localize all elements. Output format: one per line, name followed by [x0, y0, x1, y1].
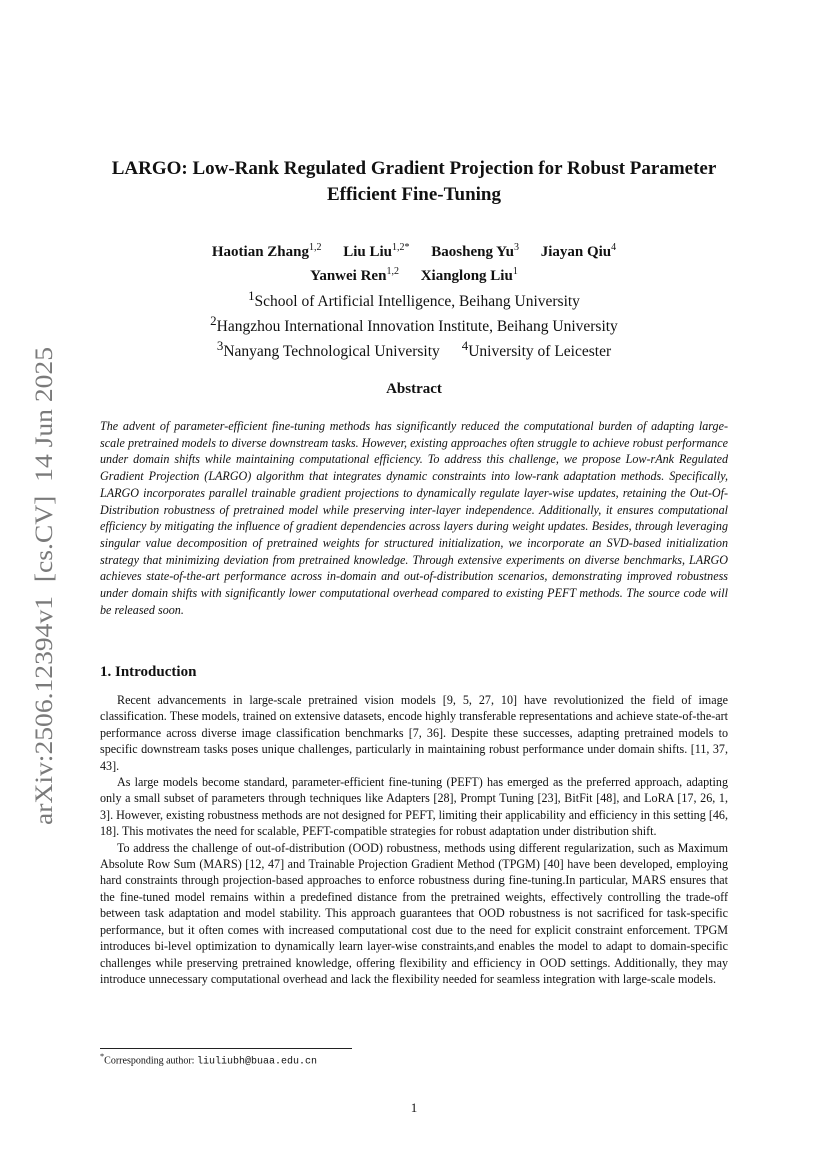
footnote-email: liuliubh@buaa.edu.cn [196, 1056, 317, 1068]
abstract-text: The advent of parameter-efficient fine-tuning methods has significantly reduced the computational burden of adapting large-scale pretrained models to diverse downstream tasks. However, existing approaches often struggle to achieve robust performance under domain shifts while maintaining computational efficiency. To address this challenge, we propose Low-rAnk Regulated Gradient Projection (LARGO) algorithm that integrates dynamic constraints into low-rank adaptation methods. Specifically, LARGO incorporates parallel trainable gradient projections to dynamically regulate layer-wise updates, retaining the Out-Of-Distribution robustness of pretrained model while preserving inter-layer independence. Additionally, it ensures computational efficiency by mitigating the influence of gradient dependencies across layers during weight updates. Besides, through leveraging singular value decomposition of pretrained weights for structured initialization, we incorporate an SVD-based initialization strategy that minimizing deviation from pretrained knowledge. Through extensive experiments on diverse benchmarks, LARGO achieves state-of-the-art performance across in-domain and out-of-distribution scenarios, demonstrating improved robustness under domain shifts with significantly lower computational overhead compared to existing PEFT methods. The source code will be released soon. [100, 419, 728, 617]
introduction-body [100, 692, 728, 987]
paper-title [90, 156, 738, 208]
author: Yanwei Ren$^{1,2}$ [310, 266, 399, 284]
author-row-2 [90, 262, 738, 286]
arxiv-identifier-stamp [18, 345, 66, 825]
author: Xianglong Liu$^1$ [420, 266, 518, 284]
affiliation-row [90, 336, 738, 361]
footnote-marker: * [100, 1052, 105, 1061]
arxiv-identifier-text: arXiv:2506.12394v1 [cs.CV] 14 Jun 2025 [31, 391, 58, 825]
affiliations [90, 286, 738, 361]
page-number: 1 [410, 1100, 418, 1115]
author-row-1 [90, 238, 738, 262]
affiliation: $^1$School of Artificial Intelligence, Beihang University [248, 288, 580, 311]
title-line-1: LARGO: Low-Rank Regulated Gradient Projection for Robust Parameter [111, 158, 717, 179]
footnote [100, 1052, 317, 1067]
author: Liu Liu$^{1,2*}$ [343, 242, 410, 260]
author: Jiayan Qiu$^4$ [540, 242, 617, 260]
affiliation: $^4$University of Leicester [461, 338, 612, 361]
author: Baosheng Yu$^3$ [431, 242, 519, 260]
affiliation: $^3$Nanyang Technological University [216, 338, 440, 361]
footnote-rule [100, 1048, 352, 1049]
paragraph: To address the challenge of out-of-distribution (OOD) robustness, methods using different regularization, such as Maximum Absolute Row Sum (MARS) [12, 47] and Trainable Projection Gradient Method (TPGM) [40] have been developed, employing hard constraints through projection-based approaches to enforce robustness during fine-tuning.In particular, MARS ensures that the fine-tuned model remains within a predefined distance from the pretrained weights, effectively controlling the trade-off between task adaptation and model stability. This approach guarantees that OOD robustness is not sacrificed for task-specific performance, but it often comes with increased computational cost due to the need for explicit constraint enforcement. TPGM introduces bi-level optimization to dynamically learn layer-wise constraints,and enables the model to adapt to domain-specific challenges while preserving pretrained knowledge, offering flexibility and efficiency in OOD settings. Additionally, they may introduce unnecessary computational overhead and lack the flexibility needed for seamless integration with large-scale models. [100, 840, 728, 986]
abstract-heading: Abstract [386, 381, 442, 397]
section-heading-introduction: 1. Introduction [100, 664, 197, 680]
affiliation: $^2$Hangzhou International Innovation Institute, Beihang University [210, 313, 618, 336]
author: Haotian Zhang$^{1,2}$ [211, 242, 322, 260]
footnote-label: Corresponding author: [104, 1055, 195, 1067]
author-list [90, 238, 738, 286]
title-line-2: Efficient Fine-Tuning [326, 184, 501, 205]
paragraph: Recent advancements in large-scale pretrained vision models [9, 5, 27, 10] have revolutionized the field of image classification. These models, trained on extensive datasets, encode highly transferable representations and achieve state-of-the-art performance across diverse image classification benchmarks [7, 36]. Despite these successes, adapting pretrained models to specific downstream tasks poses unique challenges, particularly in maintaining robust performance under domain shifts. [11, 37, 43]. [100, 693, 728, 773]
paragraph: As large models become standard, parameter-efficient fine-tuning (PEFT) has emerged as the preferred approach, adapting only a small subset of parameters through techniques like Adapters [28], Prompt Tuning [23], BitFit [48], and LoRA [17, 26, 1, 3]. However, existing robustness methods are not designed for PEFT, limiting their applicability and efficiency in this setting [46, 18]. This motivates the need for scalable, PEFT-compatible strategies for robust adaptation under distribution shift. [100, 775, 728, 839]
